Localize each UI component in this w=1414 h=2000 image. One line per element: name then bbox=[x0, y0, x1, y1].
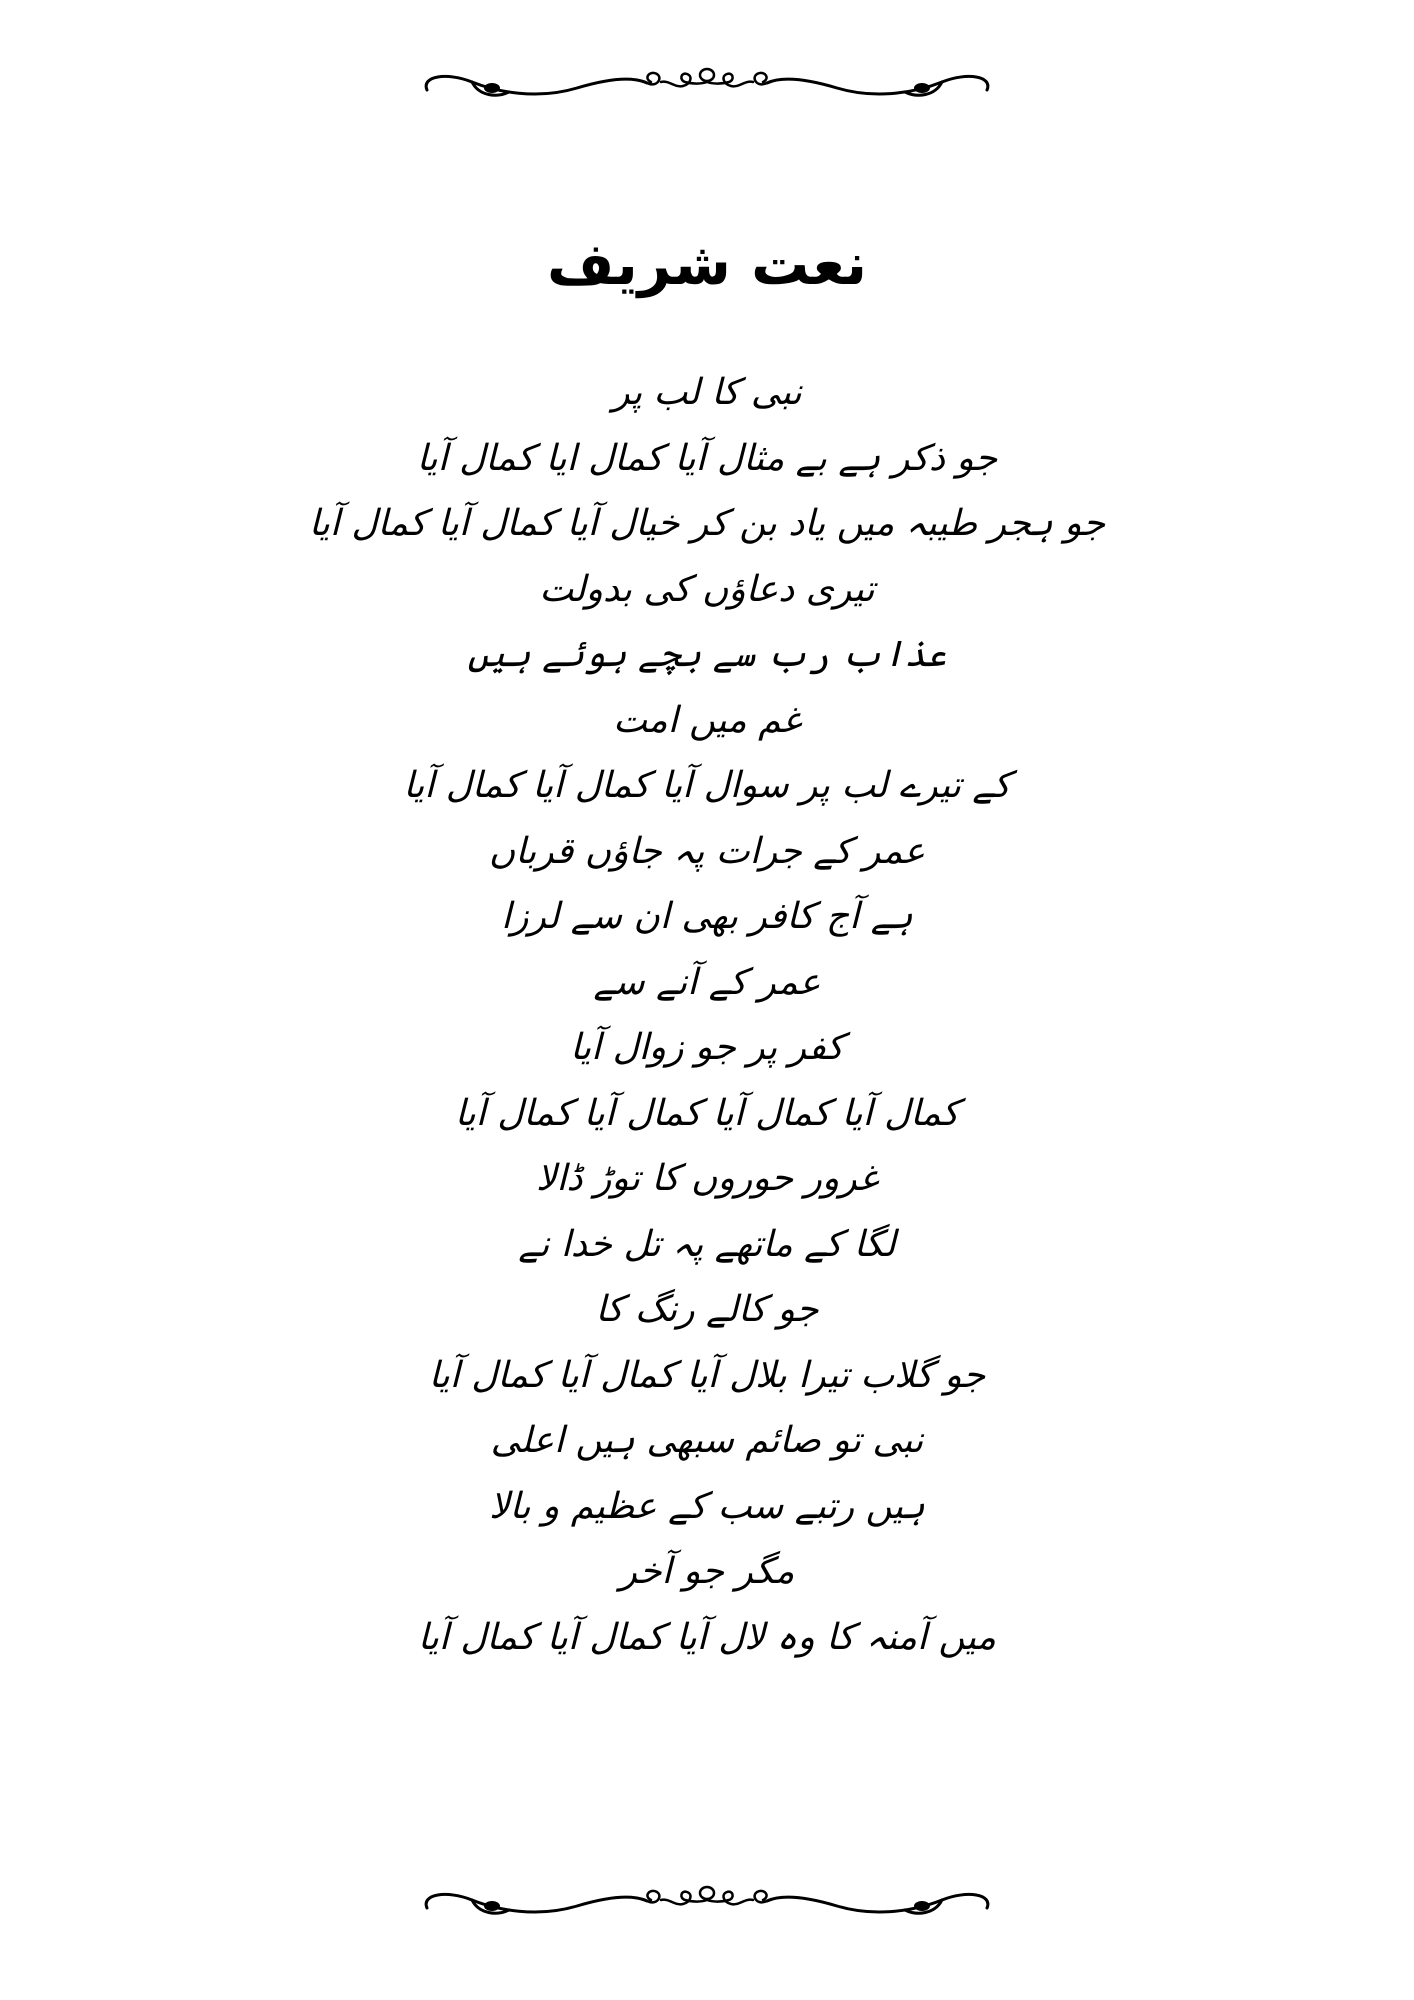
poem-line: نبی تو صائم سبھی ہیں اعلی bbox=[490, 1420, 924, 1461]
poem-line: میں آمنہ کا وہ لال آیا کمال آیا کمال آیا bbox=[417, 1616, 997, 1658]
poem-line: کے تیرے لب پر سوال آیا کمال آیا کمال آیا bbox=[403, 765, 1011, 806]
poem-line: کمال آیا کمال آیا کمال آیا کمال آیا bbox=[454, 1092, 960, 1134]
poem-line: عمر کے آنے سے bbox=[593, 961, 821, 1003]
page-title: نعت شریف bbox=[546, 229, 868, 298]
poem-line: عذاب رب سے بچے ہوئے ہیں bbox=[467, 634, 947, 675]
poem-line: جو گلاب تیرا بلال آیا کمال آیا کمال آیا bbox=[428, 1354, 986, 1396]
poem-line: ہیں رتبے سب کے عظیم و بالا bbox=[489, 1485, 925, 1527]
poem-line: نبی کا لب پر bbox=[612, 372, 802, 413]
poem-line: لگا کے ماتھے پہ تل خدا نے bbox=[518, 1223, 896, 1265]
poem-line: غم میں امت bbox=[613, 699, 801, 741]
poem-line: تیری دعاؤں کی بدولت bbox=[539, 568, 875, 610]
poem-line: عمر کے جرات پہ جاؤں قرباں bbox=[488, 830, 926, 872]
poem-line: مگر جو آخر bbox=[619, 1551, 795, 1592]
poem-line: غرور حوروں کا توڑ ڈالا bbox=[536, 1158, 878, 1199]
flourish-divider-icon bbox=[417, 1866, 997, 1936]
poem-line: جو ذکر ہے بے مثال آیا کمال ایا کمال آیا bbox=[416, 437, 998, 479]
poem-line: ہے آج کافر بھی ان سے لرزا bbox=[501, 896, 913, 937]
poem-line: جو ہجر طیبہ میں یاد بن کر خیال آیا کمال آیا کمال آیا bbox=[308, 503, 1106, 544]
poem-lines bbox=[0, 360, 1414, 1670]
poem-line: کفر پر جو زوال آیا bbox=[570, 1027, 844, 1068]
flourish-divider-icon bbox=[417, 48, 997, 118]
poem-line: جو کالے رنگ کا bbox=[595, 1289, 819, 1330]
